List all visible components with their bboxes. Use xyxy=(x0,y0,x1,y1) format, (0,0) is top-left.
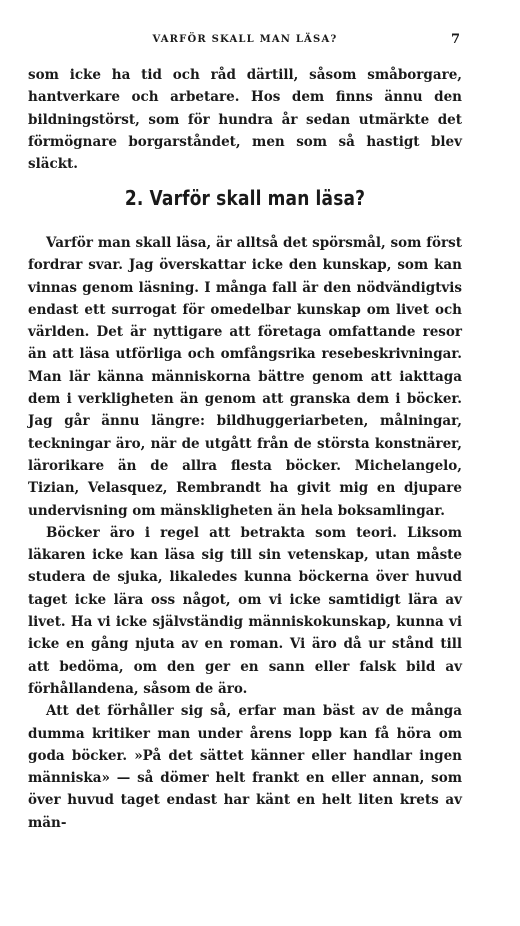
section-text-block xyxy=(28,232,462,834)
section-heading: 2. Varför skall man läsa? xyxy=(124,186,366,210)
intro-text-block xyxy=(28,64,462,175)
intro-paragraph: som icke ha tid och råd därtill, såsom småborgare, hantverkare och arbetare. Hos dem finns ännu den bildningstörst, som för hundra år sedan utmärkte det förmögnare borgarståndet, men som så hastigt blev släckt. xyxy=(28,67,462,173)
section-paragraph-3: Att det förhåller sig så, erfar man bäst av de många dumma kritiker man under årens lopp kan få höra om goda böcker. »På det sättet känner eller handlar ingen människa» — så dömer helt frankt en eller annan, som över huvud taget endast har känt en helt liten krets av män- xyxy=(28,703,462,831)
section-paragraph-2: Böcker äro i regel att betrakta som teori. Liksom läkaren icke kan läsa sig till sin vetenskap, utan måste studera de sjuka, likaledes kunna böckerna över huvud taget icke lära oss något, om vi icke samtidigt lära av livet. Ha vi icke självständig människokunskap, kunna vi icke en gång njuta av en roman. Vi äro då ur stånd till att bedöma, om den ger en sann eller falsk bild av förhållandena, såsom de äro. xyxy=(28,524,462,697)
page-number: 7 xyxy=(450,32,460,47)
section-paragraph-1: Varför man skall läsa, är alltså det spörsmål, som först fordrar svar. Jag överskattar icke den kunskap, som kan vinnas genom läsning. I många fall är den nödvändigtvis endast ett surrogat för omedelbar kunskap om livet och världen. Det är nyttigare att företaga omfattande resor än att läsa utförliga och omfångsrika resebeskrivningar. Man lär känna människorna bättre genom att iakttaga dem i verkligheten än genom att granska dem i böcker. Jag går ännu längre: bildhuggeriarbeten, målningar, teckningar äro, när de utgått från de största konstnärer, lärorikare än de allra flesta böcker. Michelangelo, Tizian, Velasquez, Rembrandt ha givit mig en djupare undervisning om mänskligheten än hela boksamlingar. xyxy=(28,235,462,519)
running-head xyxy=(28,34,462,50)
running-title: VARFÖR SKALL MAN LÄSA? xyxy=(152,34,338,45)
book-page xyxy=(28,0,462,926)
